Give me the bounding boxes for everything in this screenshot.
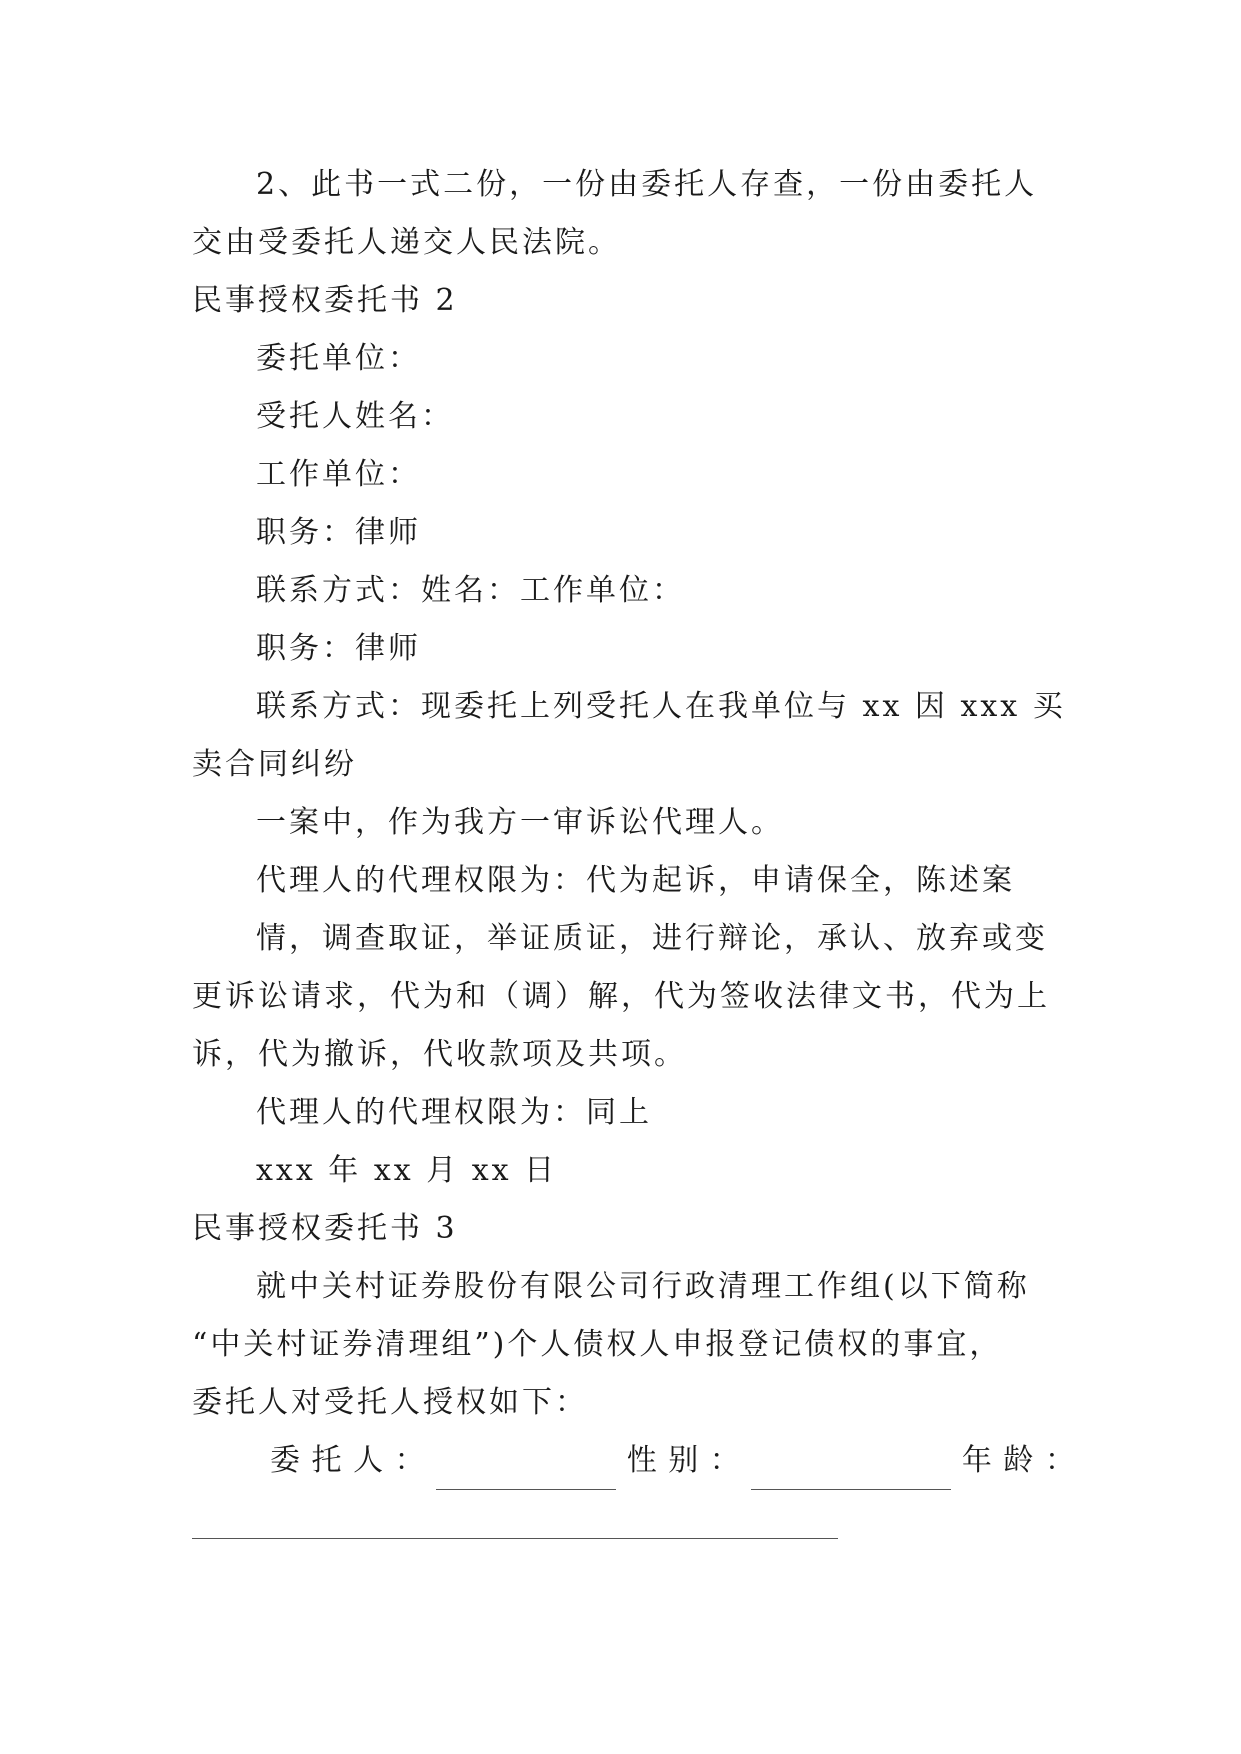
paragraph-line: 代理人的代理权限为：代为起诉，申请保全，陈述案 [256,863,1015,898]
field-line: 联系方式：姓名：工作单位： [256,573,685,608]
age-label: 年 龄 ： [961,1443,1076,1478]
paragraph-line: 就中关村证券股份有限公司行政清理工作组(以下简称 [256,1269,1030,1304]
paragraph-line: 诉，代为撤诉，代收款项及共项。 [192,1037,687,1072]
paragraph-line: 2、此书一式二份，一份由委托人存查，一份由委托人 [256,167,1038,202]
section-heading: 民事授权委托书 3 [192,1211,458,1246]
field-line: 职务：律师 [256,631,421,666]
section-heading: 民事授权委托书 2 [192,283,458,318]
form-row [270,1432,1076,1490]
paragraph-line: 交由受委托人递交人民法院。 [192,225,621,260]
field-line: 工作单位： [256,457,421,492]
paragraph-line: 一案中，作为我方一审诉讼代理人。 [256,805,784,840]
age-blank-underline [192,1538,838,1539]
client-blank [436,1449,616,1490]
gender-blank [751,1449,951,1490]
field-line: 职务：律师 [256,515,421,550]
paragraph-line: “中关村证券清理组”)个人债权人申报登记债权的事宜， [192,1327,1003,1362]
paragraph-line: 委托人对受托人授权如下： [192,1385,588,1420]
paragraph-line: 更诉讼请求，代为和（调）解，代为签收法律文书，代为上 [192,979,1050,1014]
field-line: 受托人姓名： [256,399,454,434]
gender-label: 性 别 ： [626,1443,741,1478]
paragraph-line: 情，调查取证，举证质证，进行辩论，承认、放弃或变 [256,921,1048,956]
field-line: 委托单位： [256,341,421,376]
paragraph-line: 卖合同纠纷 [192,747,357,782]
paragraph-line: 联系方式：现委托上列受托人在我单位与 xx 因 xxx 买 [256,689,1066,724]
client-label: 委 托 人 ： [270,1443,426,1478]
paragraph-line: 代理人的代理权限为：同上 [256,1095,652,1130]
date-line: xxx 年 xx 月 xx 日 [256,1153,558,1188]
